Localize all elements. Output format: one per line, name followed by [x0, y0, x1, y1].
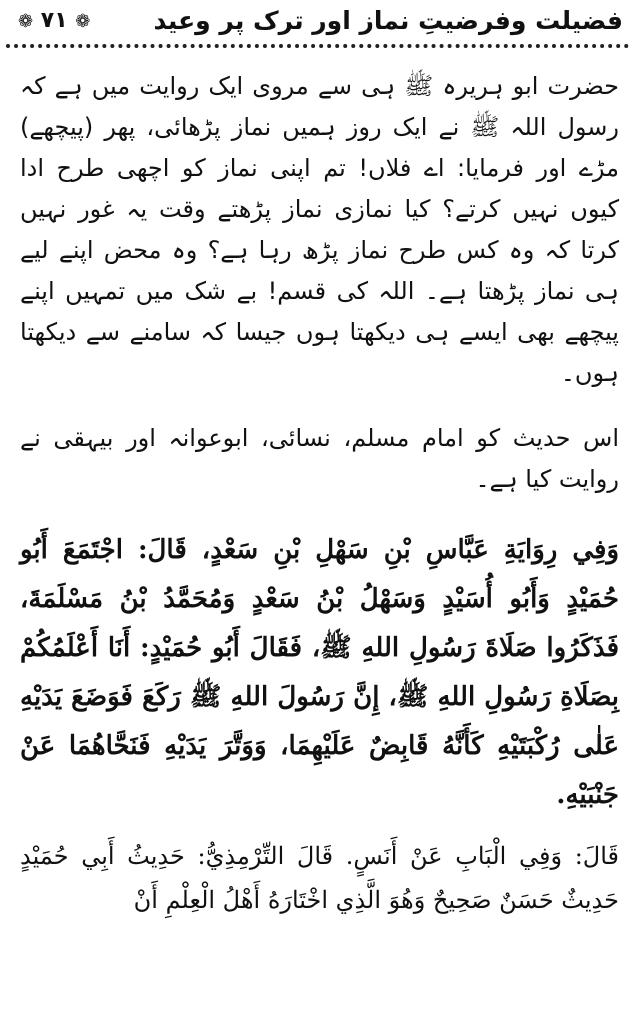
chapter-title: فضیلت وفرضیتِ نماز اور ترک پر وعید: [153, 6, 623, 35]
urdu-paragraph-hadith-translation: حضرت ابو ہریرہ ﷺ ہی سے مروی ایک روایت میں ہے کہ رسول اللہ ﷺ نے ایک روز ہمیں نماز پڑھائی، پھر (پیچھے) مڑے اور فرمایا: اے فلاں! تم اپنی نماز کو اچھی طرح ادا کیوں نہیں کرتے؟ کیا نمازی نماز پڑھتے وقت یہ غور نہیں کرتا کہ وہ کس طرح نماز پڑھ رہا ہے؟ وہ محض اپنے لیے ہی نماز پڑھتا ہے۔ اللہ کی قسم! بے شک میں تمہیں اپنے پیچھے بھی ایسے ہی دیکھتا ہوں جیسا کہ سامنے سے دیکھتا ہوں۔: [20, 72, 619, 387]
running-header: [8, 0, 627, 46]
page-number: ۷۱: [40, 8, 68, 33]
flower-ornament-icon: ❁: [75, 11, 91, 32]
page-number-box: [18, 6, 90, 37]
header-divider: [6, 44, 629, 48]
arabic-hadith-text: وَفِي رِوَايَةِ عَبَّاسِ بْنِ سَهْلِ بْنِ سَعْدٍ، قَالَ: اجْتَمَعَ أَبُو حُمَيْدٍ وَأَبُو أُسَيْدٍ وَسَهْلُ بْنُ سَعْدٍ وَمُحَمَّدُ بْنُ مَسْلَمَةَ، فَذَكَرُوا صَلَاةَ رَسُولِ اللهِ ﷺ، فَقَالَ أَبُو حُمَيْدٍ: أَنَا أَعْلَمُكُمْ بِصَلَاةِ رَسُولِ اللهِ ﷺ، إِنَّ رَسُولَ اللهِ ﷺ رَكَعَ فَوَضَعَ يَدَيْهِ عَلٰى رُكْبَتَيْهِ كَأَنَّهُ قَابِضٌ عَلَيْهِمَا، وَوَتَّرَ يَدَيْهِ فَنَحَّاهُمَا عَنْ جَنْبَيْهِ.: [20, 535, 619, 810]
flower-ornament-icon: ❁: [18, 11, 34, 32]
page-body: [20, 66, 619, 922]
urdu-paragraph-reference: اس حدیث کو امام مسلم، نسائی، ابوعوانہ اور بیہقی نے روایت کیا ہے۔: [20, 424, 619, 493]
arabic-tirmidhi-note: قَالَ: وَفِي الْبَابِ عَنْ أَنَسٍ. قَالَ التِّرْمِذِيُّ: حَدِيثُ أَبِي حُمَيْدٍ حَدِيثٌ حَسَنٌ صَحِيحٌ وَهُوَ الَّذِي اخْتَارَهُ أَهْلُ الْعِلْمِ أَنْ: [20, 842, 619, 914]
